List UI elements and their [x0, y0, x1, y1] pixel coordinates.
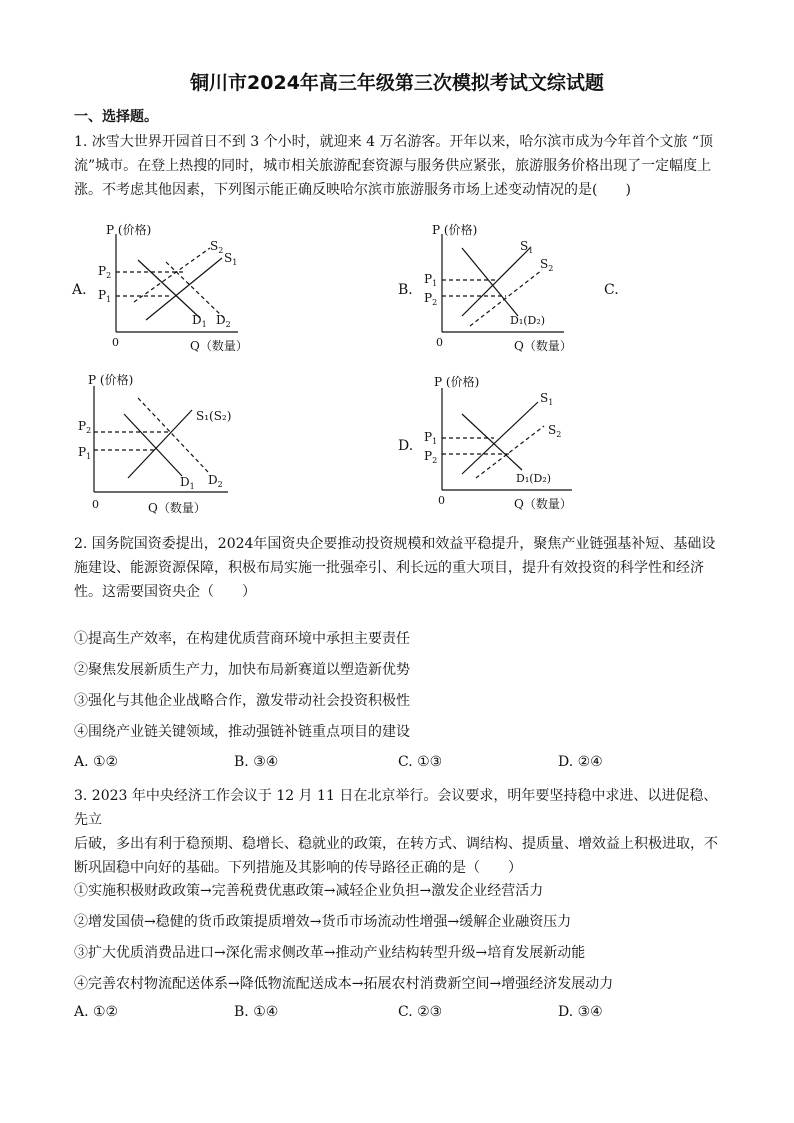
origin-label: 0 — [436, 336, 443, 349]
y-axis-label: P (价格) — [88, 373, 134, 387]
x-axis-label: Q（数量） — [514, 339, 572, 353]
question-3-line: 后破，多出有利于稳预期、稳增长、稳就业的政策，在转方式、调结构、提质量、增效益上积极进取，不 — [74, 836, 718, 852]
y-axis-label: P (价格) — [432, 223, 478, 237]
question-2-line: 2. 国务院国资委提出，2024年国资央企要推动投资规模和效益平稳提升，聚焦产业链强基补短、基础设 — [74, 536, 716, 552]
p2-label: $P_2$ — [424, 291, 438, 307]
option-b-label[interactable]: B. — [398, 282, 413, 298]
option-d-label[interactable]: D. — [398, 438, 414, 454]
p1-label: $P_1$ — [424, 430, 438, 446]
question-3-statement: ③扩大优质消费品进口→深化需求侧改革→推动产业结构转型升级→培育发展新动能 — [74, 945, 586, 961]
p2-label: $P_2$ — [98, 264, 112, 280]
question-3-choice-d[interactable]: D. ③④ — [558, 1004, 603, 1020]
question-1-line: 流”城市。在登上热搜的同时，城市相关旅游配套资源与服务供应紧张，旅游服务价格出现了一定幅度上 — [74, 158, 712, 174]
question-2-choice-c[interactable]: C. ①③ — [398, 754, 443, 770]
question-1-line: 1. 冰雪大世界开园首日不到 3 个小时，就迎来 4 万名游客。开年以来，哈尔滨市成为今年首个文旅 “顶 — [74, 134, 714, 150]
question-2-choice-b[interactable]: B. ③④ — [234, 754, 279, 770]
demand-curve-d2 — [166, 262, 224, 318]
question-1-line: 涨。不考虑其他因素，下列图示能正确反映哈尔滨市旅游服务市场上述变动情况的是( ) — [74, 182, 631, 198]
d2-label: $D_2$ — [216, 313, 231, 329]
question-2-statement: ④围绕产业链关键领域，推动强链补链重点项目的建设 — [74, 724, 410, 740]
question-2-choice-d[interactable]: D. ②④ — [558, 754, 603, 770]
question-3-line: 3. 2023 年中央经济工作会议于 12 月 11 日在北京举行。会议要求，明年要坚持稳中求进、以进促稳、先立 — [74, 788, 718, 828]
question-3-choice-a[interactable]: A. ①② — [74, 1004, 119, 1020]
origin-label: 0 — [92, 498, 99, 511]
origin-label: 0 — [438, 494, 445, 507]
d1-label: $D_1$ — [192, 313, 207, 329]
graph-c — [68, 372, 248, 522]
question-3-text — [74, 784, 722, 880]
question-2-statement: ③强化与其他企业战略合作，激发带动社会投资积极性 — [74, 693, 410, 709]
option-a-label[interactable]: A. — [72, 282, 87, 298]
s1s2-label: S₁(S₂) — [196, 409, 232, 423]
option-c-label[interactable]: C. — [604, 282, 619, 298]
y-axis-label: P (价格) — [106, 223, 152, 237]
s1-label: $S_1$ — [540, 391, 554, 407]
demand-curve-d1d2 — [462, 414, 522, 470]
question-2-statement: ①提高生产效率，在构建优质营商环境中承担主要责任 — [74, 631, 410, 647]
question-2-text — [74, 532, 722, 604]
s2-label: $S_2$ — [540, 257, 554, 273]
supply-curve-s1 — [462, 248, 530, 316]
x-axis-label: Q（数量） — [190, 339, 248, 353]
s2-label: $S_2$ — [210, 239, 224, 255]
d1d2-label: D₁(D₂) — [516, 472, 552, 485]
question-3-line: 断巩固稳中向好的基础。下列措施及其影响的传导路径正确的是（ ） — [74, 860, 522, 876]
x-axis-label: Q（数量） — [514, 497, 572, 511]
demand-curve-d1d2 — [462, 248, 518, 316]
question-2-choice-a[interactable]: A. ①② — [74, 754, 119, 770]
p1-label: $P_1$ — [78, 445, 92, 461]
p2-label: $P_2$ — [424, 449, 438, 465]
demand-curve-d1 — [138, 260, 200, 318]
s1-label: $S_1$ — [224, 251, 238, 267]
p2-label: $P_2$ — [78, 419, 92, 435]
x-axis-label: Q（数量） — [148, 501, 206, 515]
d1d2-label: D₁(D₂) — [510, 314, 546, 327]
graph-a — [88, 220, 258, 360]
demand-curve-d1 — [124, 414, 182, 476]
graph-b — [414, 220, 584, 360]
question-3-statement: ④完善农村物流配送体系→降低物流配送成本→拓展农村消费新空间→增强经济发展动力 — [74, 976, 614, 992]
y-axis-label: P (价格) — [434, 375, 480, 389]
question-3-statement: ①实施积极财政政策→完善税费优惠政策→减轻企业负担→激发企业经营活力 — [74, 883, 544, 899]
d1-label: $D_1$ — [180, 475, 195, 491]
supply-curve-s1s2 — [128, 410, 192, 478]
p1-label: $P_1$ — [424, 272, 438, 288]
question-3-statement: ②增发国债→稳健的货币政策提质增效→货币市场流动性增强→缓解企业融资压力 — [74, 914, 572, 930]
question-2-statement: ②聚焦发展新质生产力，加快布局新赛道以塑造新优势 — [74, 662, 410, 678]
page-title: 铜川市2024年高三年级第三次模拟考试文综试题 — [190, 72, 604, 94]
origin-label: 0 — [112, 336, 119, 349]
d2-label: $D_2$ — [208, 473, 223, 489]
supply-curve-s2 — [476, 426, 544, 478]
graph-d — [414, 374, 594, 524]
question-3-choice-c[interactable]: C. ②③ — [398, 1004, 443, 1020]
section-heading: 一、选择题。 — [74, 109, 158, 125]
s2-label: $S_2$ — [548, 423, 562, 439]
p1-label: $P_1$ — [98, 288, 112, 304]
question-2-line: 施建设、能源资源保障，积极布局实施一批强牵引、利长远的重大项目，提升有效投资的科学性和经济 — [74, 560, 704, 576]
question-2-line: 性。这需要国资央企（ ） — [74, 584, 256, 600]
question-3-choice-b[interactable]: B. ①④ — [234, 1004, 279, 1020]
question-1-text — [74, 130, 722, 202]
supply-curve-s1 — [146, 258, 222, 320]
s1-label: $S_1$ — [520, 239, 534, 255]
